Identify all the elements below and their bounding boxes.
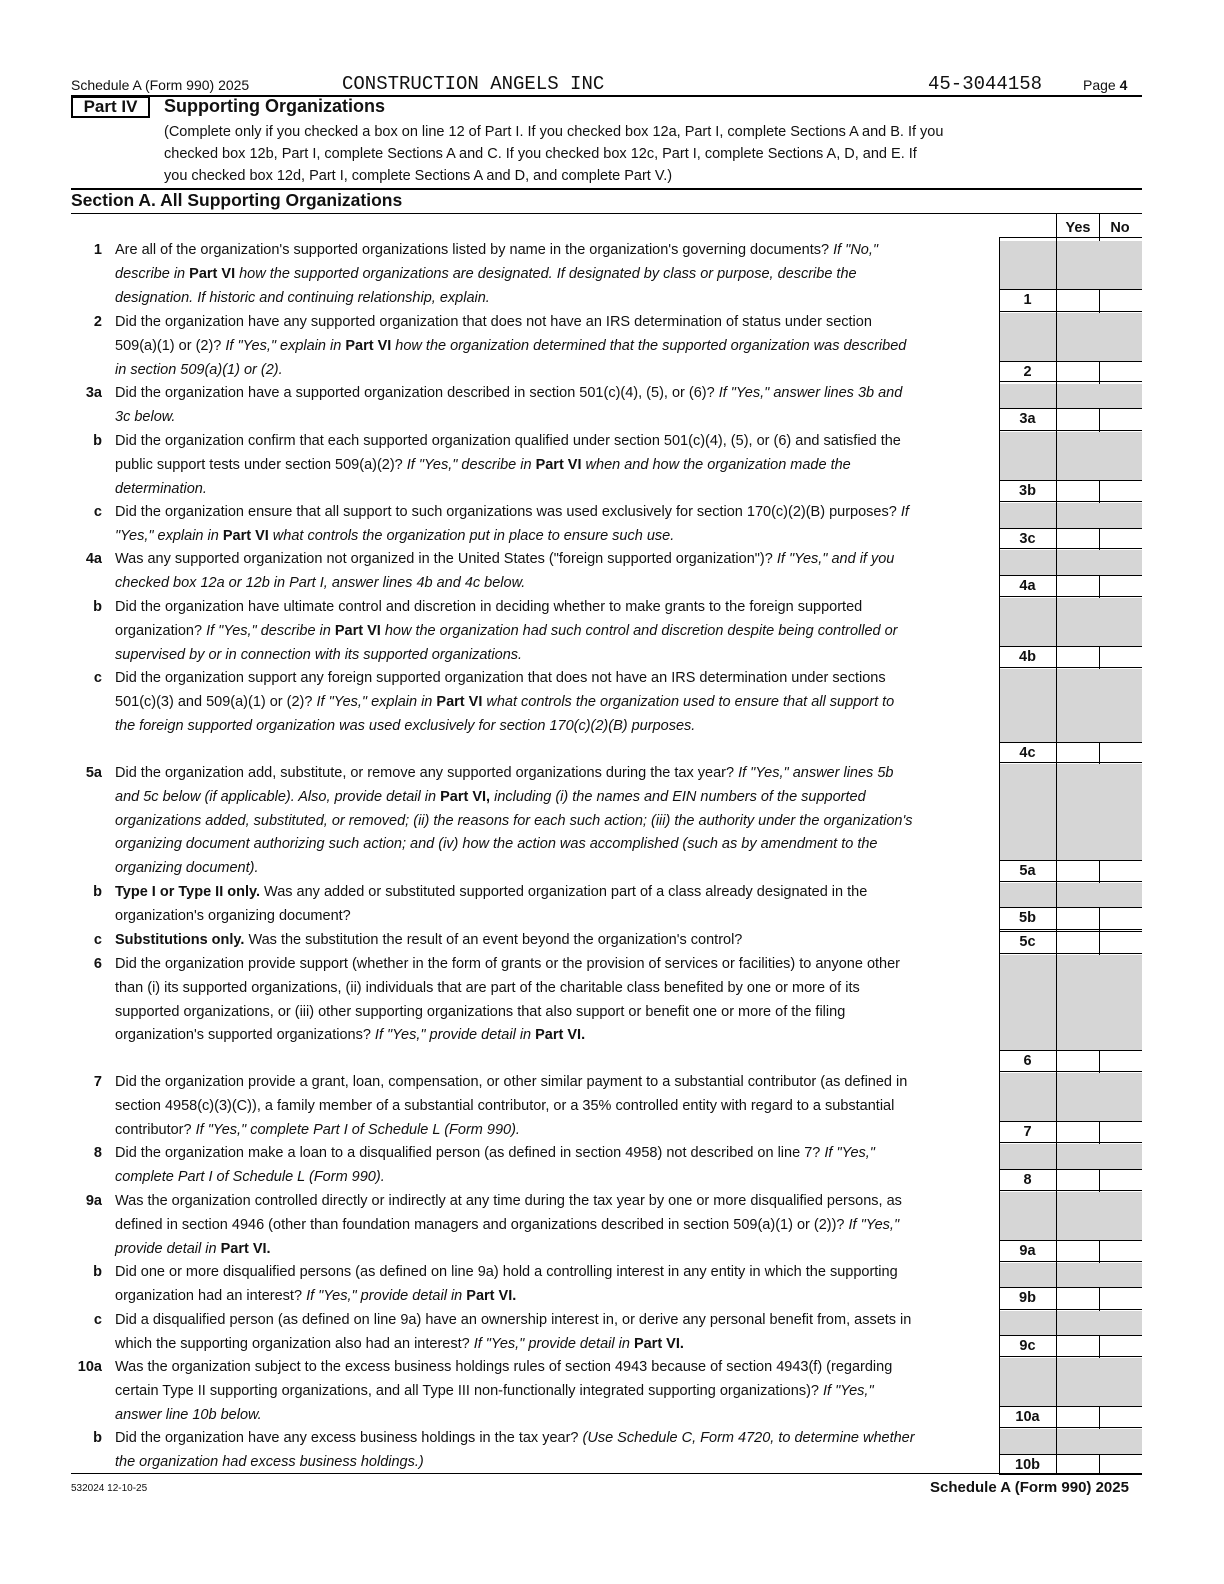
question-body: Did the organization ensure that all support to such organizations was used exclusively for section 170(c)(2)(B) purposes? xyxy=(115,504,901,520)
shade-answer-10a xyxy=(1057,1358,1142,1406)
question-instruction-cont: what controls the organization used to ensure that all support to the foreign supported organization was used exclusively for section 170(c)(2)(B) purposes. xyxy=(115,693,895,734)
shade-ref-5b xyxy=(1000,883,1056,907)
shade-ref-6 xyxy=(1000,955,1056,1050)
question-part-ref: Part VI. xyxy=(220,1240,271,1257)
question-body: Did the organization have any supported organization that does not have an IRS determination of status under section 509(a)(1) or (2)? xyxy=(115,314,872,354)
question-body: Did the organization provide support (whether in the form of grants or the provision of services or facilities) to anyone other than (i) its supported organizations, (ii) individuals that are part of the charitable class benefited by one or more of its supported organizations, or (iii) other supporting organizations that also support or benefit one or more of the filing organization's supported organizations? xyxy=(115,956,901,1044)
question-text-9b xyxy=(115,1261,915,1309)
question-text-1 xyxy=(115,239,915,310)
yes-cell-10b[interactable] xyxy=(1057,1455,1099,1474)
shade-answer-5a xyxy=(1057,764,1142,860)
page-number: 4 xyxy=(1119,77,1128,93)
row-bottom-line-1 xyxy=(999,311,1142,312)
shade-ref-3b xyxy=(1000,432,1056,480)
shade-answer-6 xyxy=(1057,955,1142,1050)
row-bottom-line-3a xyxy=(999,430,1142,431)
question-body: Did the organization have a supported organization described in section 501(c)(4), (5), or (6)? xyxy=(115,385,719,401)
question-instruction-cont: how the supported organizations are designated. If designated by class or purpose, describe the designation. If historic and continuing relationship, explain. xyxy=(115,265,857,306)
line-ref-7: 7 xyxy=(1023,1124,1032,1140)
shade-ref-3a xyxy=(1000,384,1056,408)
no-cell-9b[interactable] xyxy=(1100,1288,1142,1309)
row-bottom-line-5b xyxy=(999,929,1142,930)
yes-cell-9b[interactable] xyxy=(1057,1288,1099,1309)
question-part-ref: Part VI, xyxy=(440,788,491,805)
grid-line-header xyxy=(999,237,1142,238)
question-body: Was any added or substituted supported organization part of a class already designated in the organization's organizing document? xyxy=(115,884,868,924)
question-sub-letter: c xyxy=(93,1312,102,1328)
question-text-5b xyxy=(115,881,915,929)
ein: 45-3044158 xyxy=(928,73,1043,95)
question-part-ref: Part VI xyxy=(334,622,381,639)
question-part-ref: Part VI xyxy=(345,337,392,354)
question-instruction-cont: when and how the organization made the determination. xyxy=(115,456,851,497)
question-part-ref: Part VI xyxy=(222,527,269,544)
row-bottom-line-4a xyxy=(999,596,1142,597)
yes-cell-10a[interactable] xyxy=(1057,1407,1099,1427)
question-number: 9a xyxy=(85,1193,102,1209)
question-instruction: If "Yes," answer lines 3b and 3c below. xyxy=(115,385,903,425)
question-lead: Type I or Type II only. xyxy=(115,884,261,900)
section-rule xyxy=(71,213,1142,214)
question-instruction: If "Yes," provide detail in xyxy=(473,1335,634,1352)
question-part-ref: Part VI xyxy=(436,693,483,710)
row-bottom-line-3c xyxy=(999,548,1142,549)
no-cell-9c[interactable] xyxy=(1100,1336,1142,1356)
no-cell-9a[interactable] xyxy=(1100,1241,1142,1261)
question-body: Was the substitution the result of an event beyond the organization's control? xyxy=(244,932,743,948)
page-indicator xyxy=(1083,77,1127,93)
no-cell-5c[interactable] xyxy=(1100,932,1142,953)
row-bottom-line-4c xyxy=(999,762,1142,763)
line-ref-5c: 5c xyxy=(1019,934,1036,950)
question-body: Are all of the organization's supported organizations listed by name in the organization's governing documents? xyxy=(115,242,834,258)
question-number: 5a xyxy=(85,765,102,781)
question-sub-letter: b xyxy=(93,433,102,449)
line-ref-10b: 10b xyxy=(1015,1457,1040,1473)
shade-ref-5a xyxy=(1000,764,1056,860)
question-part-ref: Part VI. xyxy=(466,1287,517,1304)
row-bottom-line-10a xyxy=(999,1427,1142,1428)
yes-cell-7[interactable] xyxy=(1057,1122,1099,1142)
question-instruction: If "Yes," explain in xyxy=(316,693,437,710)
question-part-ref: Part VI xyxy=(189,265,236,282)
section-a-title: Section A. All Supporting Organizations xyxy=(71,190,403,210)
no-cell-6[interactable] xyxy=(1100,1051,1142,1071)
no-cell-3c[interactable] xyxy=(1100,529,1142,548)
question-text-10b xyxy=(115,1427,915,1475)
shade-answer-9a xyxy=(1057,1192,1142,1240)
yes-cell-3c[interactable] xyxy=(1057,529,1099,548)
no-cell-8[interactable] xyxy=(1100,1170,1142,1190)
question-part-ref: Part VI. xyxy=(535,1027,586,1044)
question-instruction-cont: how the organization determined that the supported organization was described in section 509(a)(1) or (2). xyxy=(115,337,907,378)
question-sub-letter: b xyxy=(93,884,102,900)
question-instruction: If "Yes," provide detail in xyxy=(306,1287,467,1304)
shade-ref-10b xyxy=(1000,1429,1056,1454)
shade-answer-9b xyxy=(1057,1263,1142,1287)
no-cell-4a[interactable] xyxy=(1100,576,1142,596)
question-sub-letter: c xyxy=(93,670,102,686)
row-bottom-line-2 xyxy=(999,381,1142,382)
row-bottom-line-6 xyxy=(999,1071,1142,1072)
question-body: Did a disqualified person (as defined on line 9a) have an ownership interest in, or derive any personal benefit from, assets in which the supporting organization also had an interest? xyxy=(115,1312,912,1352)
yes-column-header: Yes xyxy=(1065,220,1091,236)
row-bottom-line-9b xyxy=(999,1309,1142,1310)
line-ref-1: 1 xyxy=(1023,292,1032,308)
row-bottom-line-9c xyxy=(999,1356,1142,1357)
row-bottom-line-4b xyxy=(999,667,1142,668)
question-instruction: If "Yes," complete Part I of Schedule L (Form 990). xyxy=(195,1121,520,1138)
question-instruction: If "Yes," provide detail in xyxy=(115,1216,900,1257)
question-body: Did one or more disqualified persons (as defined on line 9a) hold a controlling interest in any entity in which the supporting organization had an interest? xyxy=(115,1264,898,1304)
question-sub-letter: c xyxy=(93,932,102,948)
question-body: Was any supported organization not organized in the United States ("foreign supported organization")? xyxy=(115,551,777,567)
question-instruction-cont: how the organization had such control and discretion despite being controlled or supervised by or in connection with its supported organizations. xyxy=(115,622,898,663)
question-instruction: If "Yes," answer line 10b below. xyxy=(115,1382,874,1423)
question-text-3a xyxy=(115,382,915,430)
yes-cell-5c[interactable] xyxy=(1057,932,1099,953)
shade-answer-4b xyxy=(1057,598,1142,646)
shade-ref-3c xyxy=(1000,503,1056,528)
question-text-8 xyxy=(115,1142,915,1190)
yes-cell-5a[interactable] xyxy=(1057,861,1099,881)
line-ref-3b: 3b xyxy=(1019,483,1036,499)
shade-answer-5b xyxy=(1057,883,1142,907)
question-instruction: If "Yes," answer lines 5b and 5c below (if applicable). Also, provide detail in xyxy=(115,765,894,805)
yes-cell-4b[interactable] xyxy=(1057,647,1099,667)
question-instruction: If "Yes," and if you checked box 12a or 12b in Part I, answer lines 4b and 4c below. xyxy=(115,551,895,591)
shade-ref-9a xyxy=(1000,1192,1056,1240)
yes-cell-3a[interactable] xyxy=(1057,409,1099,430)
shade-answer-1 xyxy=(1057,241,1142,289)
shade-ref-4c xyxy=(1000,669,1056,742)
question-text-10a xyxy=(115,1356,915,1427)
question-sub-letter: c xyxy=(93,504,102,520)
no-cell-3b[interactable] xyxy=(1100,481,1142,501)
question-instruction: If "Yes," describe in xyxy=(206,622,335,639)
line-ref-4c: 4c xyxy=(1019,745,1036,761)
no-cell-10a[interactable] xyxy=(1100,1407,1142,1427)
question-number: 6 xyxy=(93,956,102,972)
shade-answer-3a xyxy=(1057,384,1142,408)
question-instruction: If "Yes," complete Part I of Schedule L (Form 990). xyxy=(115,1145,875,1185)
shade-ref-9c xyxy=(1000,1311,1056,1335)
line-ref-9a: 9a xyxy=(1019,1243,1036,1259)
line-ref-5a: 5a xyxy=(1019,863,1036,879)
no-cell-4c[interactable] xyxy=(1100,743,1142,762)
no-cell-3a[interactable] xyxy=(1100,409,1142,430)
shade-answer-10b xyxy=(1057,1429,1142,1454)
footer-form-name: Schedule A (Form 990) 2025 xyxy=(930,1479,1129,1496)
line-ref-10a: 10a xyxy=(1015,1409,1040,1425)
line-ref-4b: 4b xyxy=(1019,649,1036,665)
question-number: 8 xyxy=(93,1145,102,1161)
yes-cell-3b[interactable] xyxy=(1057,481,1099,501)
line-ref-8: 8 xyxy=(1023,1172,1032,1188)
question-text-9c xyxy=(115,1309,915,1357)
line-ref-5b: 5b xyxy=(1019,910,1036,926)
line-ref-9c: 9c xyxy=(1019,1338,1036,1354)
no-cell-2[interactable] xyxy=(1100,362,1142,381)
question-part-ref: Part VI xyxy=(535,456,582,473)
question-instruction: If "No," describe in xyxy=(115,242,879,282)
row-bottom-line-8 xyxy=(999,1190,1142,1191)
question-text-4a xyxy=(115,548,915,596)
row-bottom-line-5c xyxy=(999,953,1142,954)
question-instruction: (Use Schedule C, Form 4720, to determine whether the organization had excess business holdings.) xyxy=(115,1430,915,1470)
question-number: 7 xyxy=(93,1074,102,1090)
shade-ref-4b xyxy=(1000,598,1056,646)
question-text-7 xyxy=(115,1071,915,1142)
shade-answer-4a xyxy=(1057,550,1142,575)
shade-ref-8 xyxy=(1000,1144,1056,1169)
yes-cell-9c[interactable] xyxy=(1057,1336,1099,1356)
question-text-3b xyxy=(115,430,915,501)
shade-answer-3c xyxy=(1057,503,1142,528)
question-instruction: If "Yes," provide detail in xyxy=(374,1027,536,1044)
form-code: 532024 12-10-25 xyxy=(71,1483,148,1494)
question-text-4b xyxy=(115,596,915,667)
line-ref-6: 6 xyxy=(1023,1053,1032,1069)
shade-answer-3b xyxy=(1057,432,1142,480)
question-number: 4a xyxy=(85,551,102,567)
row-bottom-line-10b xyxy=(999,1474,1142,1475)
question-number: 3a xyxy=(85,385,102,401)
shade-ref-7 xyxy=(1000,1073,1056,1121)
yes-cell-2[interactable] xyxy=(1057,362,1099,381)
question-instruction: If "Yes," explain in xyxy=(115,504,909,544)
line-ref-3c: 3c xyxy=(1019,531,1036,547)
line-ref-2: 2 xyxy=(1023,364,1032,380)
shade-answer-4c xyxy=(1057,669,1142,742)
part-label: Part IV xyxy=(71,96,150,118)
question-body: Was the organization subject to the excess business holdings rules of section 4943 because of section 4943(f) (regarding certain Type II supporting organizations, and all Type III non-functionally integrated supporting organizations)? xyxy=(115,1359,893,1399)
form-name: Schedule A (Form 990) 2025 xyxy=(71,77,250,93)
question-body: Did the organization have ultimate control and discretion in deciding whether to make grants to the foreign supported organization? xyxy=(115,599,863,639)
line-ref-4a: 4a xyxy=(1019,578,1036,594)
part-title: Supporting Organizations xyxy=(164,96,385,116)
yes-cell-9a[interactable] xyxy=(1057,1241,1099,1261)
question-instruction: If "Yes," explain in xyxy=(225,337,346,354)
yes-cell-4a[interactable] xyxy=(1057,576,1099,596)
no-cell-4b[interactable] xyxy=(1100,647,1142,667)
shade-answer-2 xyxy=(1057,313,1142,361)
row-bottom-line-9a xyxy=(999,1261,1142,1262)
shade-ref-1 xyxy=(1000,241,1056,289)
no-cell-10b[interactable] xyxy=(1100,1455,1142,1474)
yes-cell-6[interactable] xyxy=(1057,1051,1099,1071)
row-bottom-line-3b xyxy=(999,501,1142,502)
question-text-4c xyxy=(115,667,915,738)
question-text-3c xyxy=(115,501,915,549)
question-part-ref: Part VI. xyxy=(633,1335,684,1352)
part-instructions: (Complete only if you checked a box on line 12 of Part I. If you checked box 12a, Part I, complete Sections A and B. If you checked box 12b, Part I, complete Sections A and C. If you checked box 12c, Part I, complete Sections A, D, and E. If you checked box 12d, Part I, complete Sections A and D, and complete Part V.) xyxy=(164,124,944,184)
question-text-2 xyxy=(115,311,915,382)
question-body: Did the organization make a loan to a disqualified person (as defined in section 4958) not described on line 7? xyxy=(115,1145,825,1161)
row-bottom-line-5a xyxy=(999,881,1142,882)
question-body: Did the organization have any excess business holdings in the tax year? xyxy=(115,1430,583,1446)
shade-ref-4a xyxy=(1000,550,1056,575)
question-instruction-cont: what controls the organization put in place to ensure such use. xyxy=(268,527,675,544)
shade-ref-9b xyxy=(1000,1263,1056,1287)
no-cell-5a[interactable] xyxy=(1100,861,1142,881)
shade-ref-10a xyxy=(1000,1358,1056,1406)
question-sub-letter: b xyxy=(93,599,102,615)
question-body: Was the organization controlled directly or indirectly at any time during the tax year by one or more disqualified persons, as defined in section 4946 (other than foundation managers and organizations described in section 509(a)(1) or (2))? xyxy=(115,1193,902,1233)
question-instruction: If "Yes," describe in xyxy=(406,456,536,473)
question-number: 10a xyxy=(77,1359,102,1375)
no-cell-5b[interactable] xyxy=(1100,908,1142,929)
shade-answer-8 xyxy=(1057,1144,1142,1169)
question-body: Did the organization support any foreign supported organization that does not have an IRS determination under sections 501(c)(3) and 509(a)(1) or (2)? xyxy=(115,670,886,710)
question-text-5c xyxy=(115,929,915,953)
page-label: Page xyxy=(1083,77,1116,93)
question-number: 1 xyxy=(93,242,102,258)
question-body: Did the organization add, substitute, or remove any supported organizations during the tax year? xyxy=(115,765,739,781)
shade-answer-9c xyxy=(1057,1311,1142,1335)
question-text-9a xyxy=(115,1190,915,1261)
yes-cell-4c[interactable] xyxy=(1057,743,1099,762)
no-cell-7[interactable] xyxy=(1100,1122,1142,1142)
question-number: 2 xyxy=(93,314,102,330)
line-ref-9b: 9b xyxy=(1019,1290,1036,1306)
question-instruction-cont: including (i) the names and EIN numbers of the supported organizations added, substituted, or removed; (ii) the reasons for each such action; (iii) the authority under the organization's organizing document authorizing such action; and (iv) how the action was accomplished (such as by amendment to the organizing document). xyxy=(115,788,913,877)
yes-cell-8[interactable] xyxy=(1057,1170,1099,1190)
row-bottom-line-7 xyxy=(999,1142,1142,1143)
question-text-5a xyxy=(115,762,915,881)
yes-cell-1[interactable] xyxy=(1057,290,1099,311)
question-sub-letter: b xyxy=(93,1264,102,1280)
question-text-6 xyxy=(115,953,915,1048)
footer-rule xyxy=(71,1473,1142,1474)
yes-cell-5b[interactable] xyxy=(1057,908,1099,929)
no-cell-1[interactable] xyxy=(1100,290,1142,311)
shade-ref-2 xyxy=(1000,313,1056,361)
line-ref-3a: 3a xyxy=(1019,411,1036,427)
question-lead: Substitutions only. xyxy=(115,932,245,948)
shade-answer-7 xyxy=(1057,1073,1142,1121)
question-sub-letter: b xyxy=(93,1430,102,1446)
question-body: Did the organization confirm that each supported organization qualified under section 501(c)(4), (5), or (6) and satisfied the public support tests under section 509(a)(2)? xyxy=(115,433,901,473)
organization-name: CONSTRUCTION ANGELS INC xyxy=(342,73,605,95)
no-column-header: No xyxy=(1110,220,1130,236)
question-body: Did the organization provide a grant, loan, compensation, or other similar payment to a substantial contributor (as defined in section 4958(c)(3)(C)), a family member of a substantial contributor, or a 35% controlled entity with regard to a substantial contributor? xyxy=(115,1074,908,1138)
